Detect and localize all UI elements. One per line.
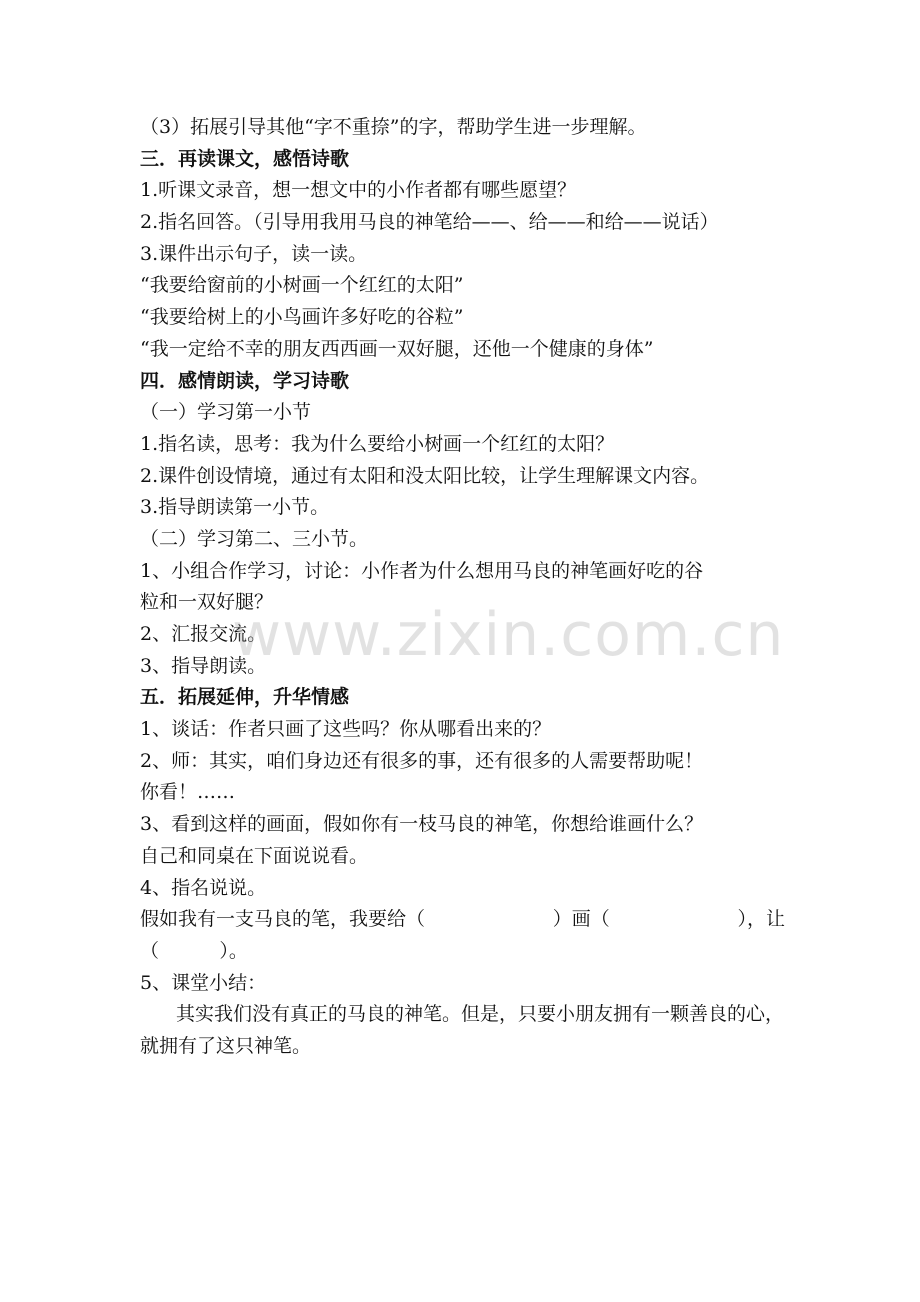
text-line: 3.课件出示句子，读一读。 — [140, 242, 368, 265]
quote-line: “我要给窗前的小树画一个红红的太阳” — [140, 274, 464, 297]
text-line: 2、汇报交流。 — [140, 623, 267, 645]
text-line: 1.听课文录音，想一想文中的小作者都有哪些愿望？ — [140, 179, 577, 202]
text-line: 1、谈话：作者只画了这些吗？你从哪看出来的？ — [140, 718, 552, 741]
section-heading-5: 五．拓展延伸，升华情感 — [140, 686, 350, 709]
text-line: 1.指名读，思考：我为什么要给小树画一个红红的太阳？ — [140, 432, 615, 455]
section-heading-3: 三．再读课文，感悟诗歌 — [140, 147, 350, 170]
text-line: 1、小组合作学习，讨论：小作者为什么想用马良的神笔画好吃的谷 — [140, 559, 704, 582]
subsection-heading: （二）学习第二、三小节。 — [140, 527, 369, 550]
fill-in-blank-line-2: （ ）。 — [140, 939, 248, 962]
text-line: 粒和一双好腿？ — [140, 591, 274, 614]
text-line: （3）拓展引导其他“字不重捺”的字，帮助学生进一步理解。 — [140, 116, 647, 138]
subsection-heading: （一）学习第一小节 — [140, 401, 312, 424]
fill-in-blank-line — [140, 904, 785, 936]
summary-paragraph: 其实我们没有真正的马良的神笔。但是，只要小朋友拥有一颗善良的心，就拥有了这只神笔。 — [140, 1003, 785, 1057]
text-line: 3、指导朗读。 — [140, 654, 267, 677]
document-body — [140, 112, 785, 1063]
text-line: 3.指导朗读第一小节。 — [140, 496, 330, 519]
watermark-text: www.zixin.com.cn — [232, 600, 785, 670]
section-heading-4: 四．感情朗读，学习诗歌 — [140, 369, 350, 392]
fill-part: 假如我有一支马良的笔，我要给（ — [140, 908, 426, 931]
quote-line: “我要给树上的小鸟画许多好吃的谷粒” — [140, 306, 464, 329]
summary-heading: 5、课堂小结： — [140, 971, 267, 994]
text-line: 你看！…… — [140, 781, 236, 804]
text-line: 3、看到这样的画面，假如你有一枝马良的神笔，你想给谁画什么？ — [140, 813, 704, 836]
text-line: 2.指名回答。（引导用我用马良的神笔给——、给——和给——说话） — [140, 211, 719, 234]
fill-part: ）画（ — [552, 908, 610, 931]
text-line: 2、师：其实，咱们身边还有很多的事，还有很多的人需要帮助呢！ — [140, 749, 704, 772]
fill-part: ），让 — [737, 908, 785, 931]
text-line: 自己和同桌在下面说说看。 — [140, 844, 369, 867]
quote-line: “我一定给不幸的朋友西西画一双好腿，还他一个健康的身体” — [140, 337, 654, 360]
text-line: 2.课件创设情境，通过有太阳和没太阳比较，让学生理解课文内容。 — [140, 464, 710, 487]
text-line: 4、指名说说。 — [140, 876, 267, 899]
